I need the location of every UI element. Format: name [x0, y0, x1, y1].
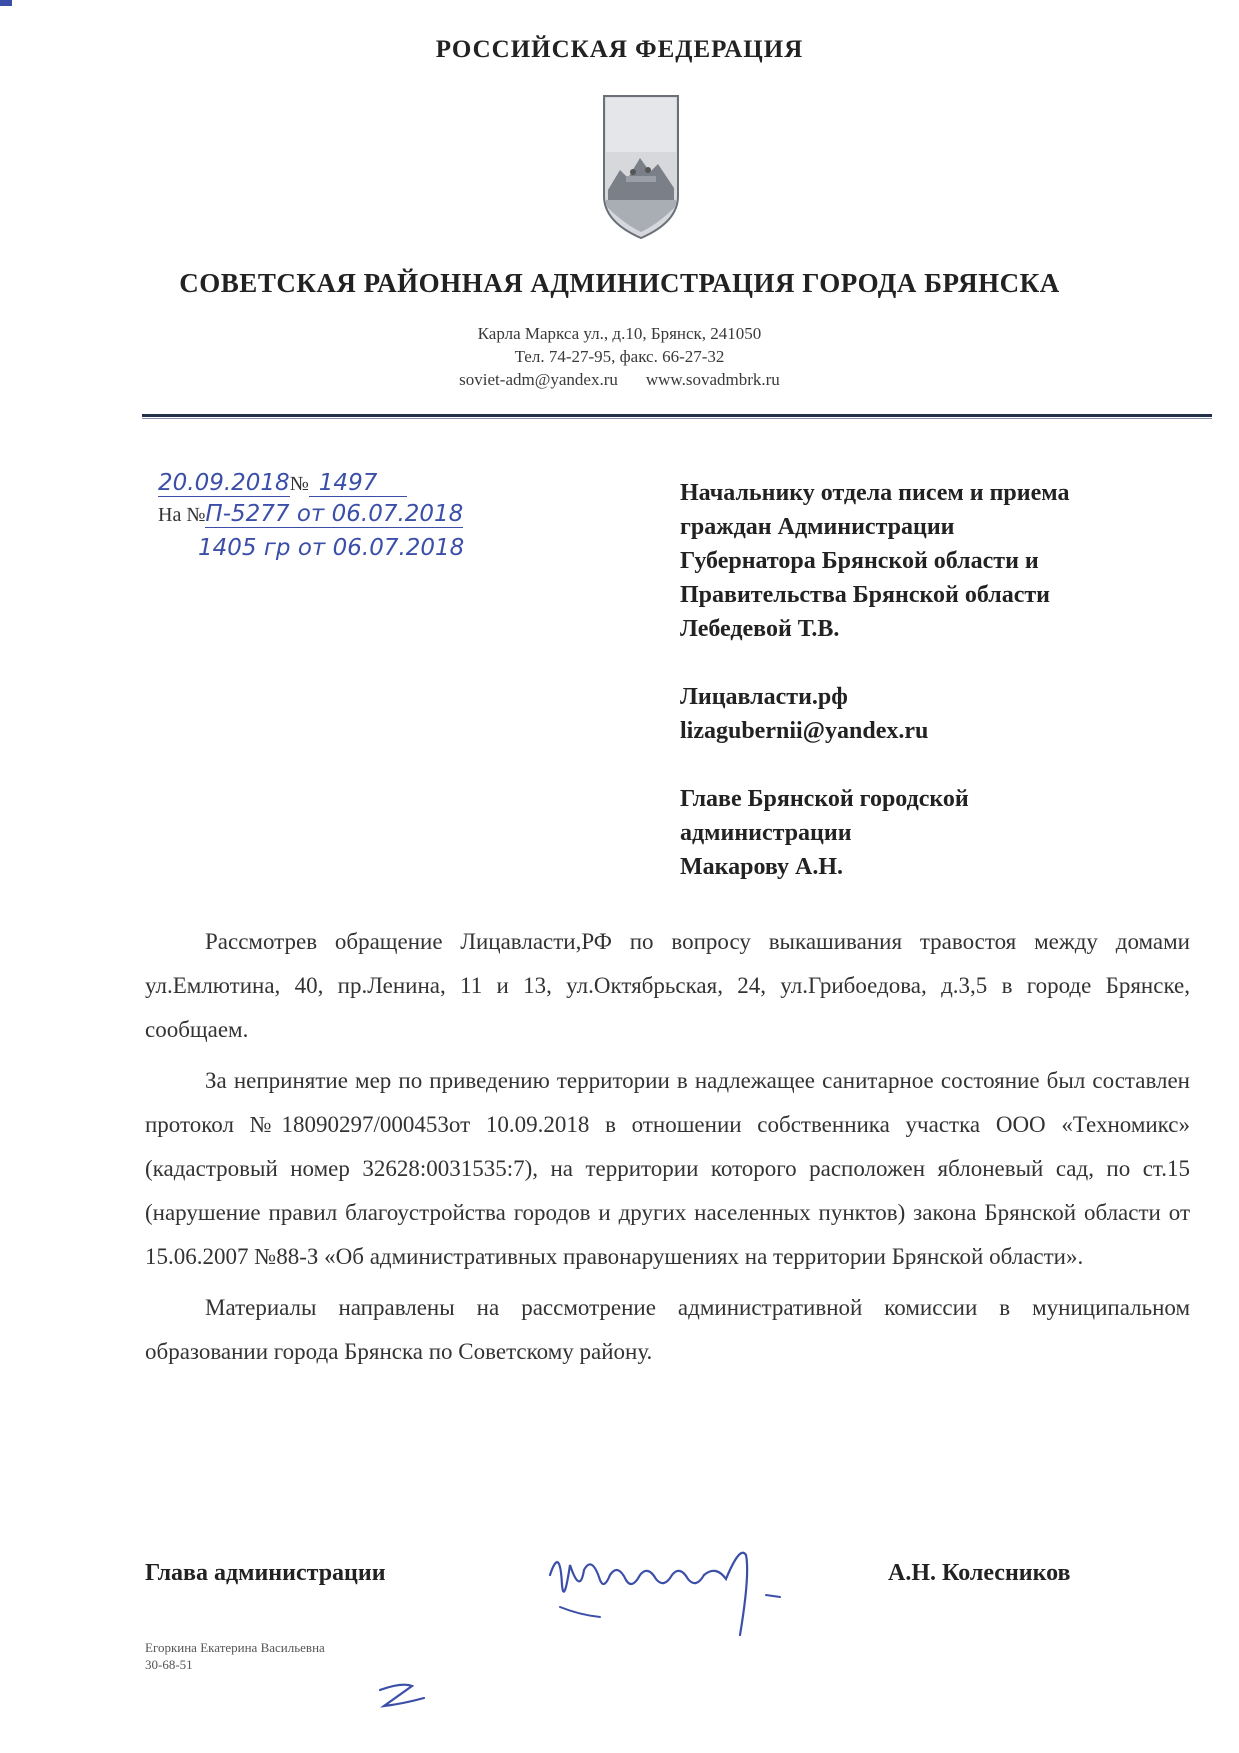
- recipient-line: Главе Брянской городской: [680, 786, 969, 812]
- letter-body: [145, 920, 1190, 1381]
- recipient-line: Лебедевой Т.В.: [680, 616, 840, 642]
- recipient-email: lizagubernii@yandex.ru: [680, 718, 929, 744]
- phone-line: Тел. 74-27-95, факс. 66-27-32: [514, 347, 725, 366]
- recipient-line: Макарову А.Н.: [680, 854, 844, 880]
- recipient-secondary: [680, 782, 1200, 884]
- outgoing-number: 1497: [309, 470, 408, 497]
- contacts-block: [0, 322, 1239, 391]
- handwritten-signature: [540, 1535, 810, 1645]
- recipient-block: [680, 476, 1200, 918]
- recipient-site: Лицавласти.рф: [680, 684, 848, 710]
- recipient-line: Правительства Брянской области: [680, 582, 1050, 608]
- number-label: №: [289, 473, 309, 495]
- recipient-line: администрации: [680, 820, 852, 846]
- outgoing-date-number: [158, 470, 407, 496]
- body-paragraph: За непринятие мер по приведению территории в надлежащее санитарное состояние был составлен протокол №18090297/000453от 10.09.2018 в отношении собственника участка ООО «Техномикс» (кадастровый номер 32628:0031535:7), на территории которого расположен яблоневый сад, по ст.15 (нарушение правил благоустройства городов и других населенных пунктов) закона Брянской области от 15.06.2007 №88-З «Об административных правонарушениях на территории Брянской области».: [145, 1068, 1190, 1269]
- header-rule: [142, 414, 1212, 417]
- country-heading: РОССИЙСКАЯ ФЕДЕРАЦИЯ: [435, 36, 804, 63]
- signatory-title: Глава администрации: [145, 1560, 386, 1586]
- recipient-line: граждан Администрации: [680, 514, 955, 540]
- signatory-name: А.Н. Колесников: [888, 1560, 1071, 1586]
- website-address: www.sovadmbrk.ru: [645, 370, 780, 389]
- administration-name: СОВЕТСКАЯ РАЙОННАЯ АДМИНИСТРАЦИЯ ГОРОДА БРЯНСКА: [179, 268, 1060, 298]
- outgoing-date: 20.09.2018: [158, 470, 290, 496]
- recipient-line: Начальнику отдела писем и приема: [680, 480, 1070, 506]
- email-address: soviet-adm@yandex.ru: [459, 370, 618, 389]
- recipient-contacts: [680, 680, 1200, 748]
- body-paragraph: Материалы направлены на рассмотрение административной комиссии в муниципальном образовании города Брянска по Советскому району.: [145, 1295, 1190, 1364]
- pen-mark: [372, 1676, 432, 1716]
- reply-reference-1: П-5277 от 06.07.2018: [205, 501, 464, 527]
- recipient-primary: [680, 476, 1200, 646]
- address-line: Карла Маркса ул., д.10, Брянск, 241050: [477, 324, 762, 343]
- coat-of-arms-emblem: [598, 92, 684, 242]
- executor-name: Егоркина Екатерина Васильевна: [145, 1640, 325, 1655]
- reply-reference-2: 1405 гр от 06.07.2018: [198, 535, 465, 561]
- header-rule-thin: [142, 418, 1212, 419]
- executor-phone: 30-68-51: [145, 1657, 193, 1672]
- reply-label: На №: [158, 504, 206, 526]
- recipient-line: Губернатора Брянской области и: [680, 548, 1039, 574]
- body-paragraph: Рассмотрев обращение Лицавласти,РФ по вопросу выкашивания травостоя между домами ул.Емлютина, 40, пр.Ленина, 11 и 13, ул.Октябрьская, 24, ул.Грибоедова, д.3,5 в городе Брянске, сообщаем.: [145, 929, 1190, 1042]
- scan-corner-mark: [0, 0, 12, 6]
- email-web-line: [0, 368, 1239, 391]
- reply-reference: [158, 501, 463, 527]
